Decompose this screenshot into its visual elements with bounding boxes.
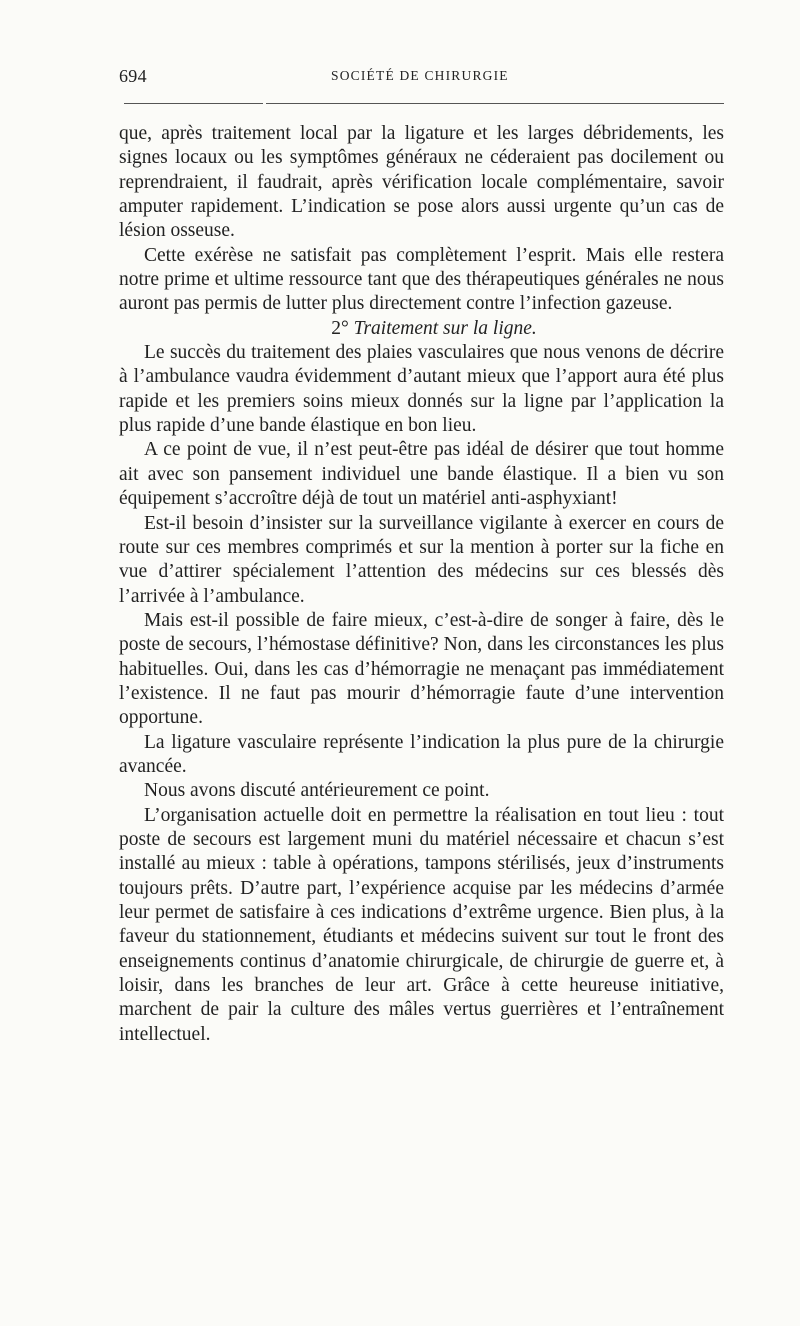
- paragraph-2: Cette exérèse ne satisfait pas complètement l’esprit. Mais elle restera notre prime et ultime ressource tant que des thérapeutiques générales ne nous auront pas permis de lutter plus directement contre l’infection gazeuse.: [119, 244, 724, 315]
- header-rule-left: [124, 103, 263, 104]
- article-body: [119, 122, 724, 1047]
- header-rule-right: [266, 103, 724, 104]
- page-number: 694: [119, 66, 147, 86]
- paragraph-4: A ce point de vue, il n’est peut-être pas idéal de désirer que tout homme ait avec son pansement individuel une bande élastique. Il a bien vu son équipement s’accroître déjà de tout un matériel anti-asphyxiant!: [119, 439, 724, 510]
- section-heading: [119, 317, 724, 341]
- running-header: [119, 64, 723, 88]
- paragraph-7: La ligature vasculaire représente l’indication la plus pure de la chirurgie avancée.: [119, 731, 724, 777]
- section-heading-title: Traitement sur la ligne.: [353, 317, 537, 339]
- paragraph-3: Le succès du traitement des plaies vasculaires que nous venons de décrire à l’ambulance vaudra évidemment d’autant mieux que l’apport aura été plus rapide et les premiers soins mieux donnés sur la ligne par l’application la plus rapide d’une bande élastique en bon lieu.: [119, 342, 724, 437]
- section-heading-number: 2°: [331, 317, 349, 339]
- running-title: SOCIÉTÉ DE CHIRURGIE: [331, 68, 509, 83]
- paragraph-8: Nous avons discuté antérieurement ce point.: [144, 780, 490, 802]
- paragraph-6: Mais est-il possible de faire mieux, c’est-à-dire de songer à faire, dès le poste de secours, l’hémostase définitive? Non, dans les circonstances les plus habituelles. Oui, dans les cas d’hémorragie ne menaçant pas immédiatement l’existence. Il ne faut pas mourir d’hémorragie faute d’une intervention opportune.: [119, 609, 724, 729]
- paragraph-9: L’organisation actuelle doit en permettre la réalisation en tout lieu : tout poste de secours est largement muni du matériel nécessaire et chacun s’est installé au mieux : table à opérations, tampons stérilisés, jeux d’instruments toujours prêts. D’autre part, l’expérience acquise par les médecins d’armée leur permet de satisfaire à ces indications d’extrême urgence. Bien plus, à la faveur du stationnement, étudiants et médecins suivent sur tout le front des enseignements continus d’anatomie chirurgicale, de chirurgie de guerre et, à loisir, dans les branches de leur art. Grâce à cette heureuse initiative, marchent de pair la culture des mâles vertus guerrières et l’entraînement intellectuel.: [119, 804, 724, 1045]
- opening-paragraph: que, après traitement local par la ligature et les larges débridements, les signes locaux ou les symptômes généraux ne céderaient pas docilement ou reprendraient, il faudrait, après vérification locale complémentaire, savoir amputer rapidement. L’indication se pose alors aussi urgente qu’un cas de lésion osseuse.: [119, 123, 724, 242]
- paragraph-5: Est-il besoin d’insister sur la surveillance vigilante à exercer en cours de route sur ces membres comprimés et sur la mention à porter sur la fiche en vue d’attirer spécialement l’attention des médecins sur ces blessés dès l’arrivée à l’ambulance.: [119, 512, 724, 607]
